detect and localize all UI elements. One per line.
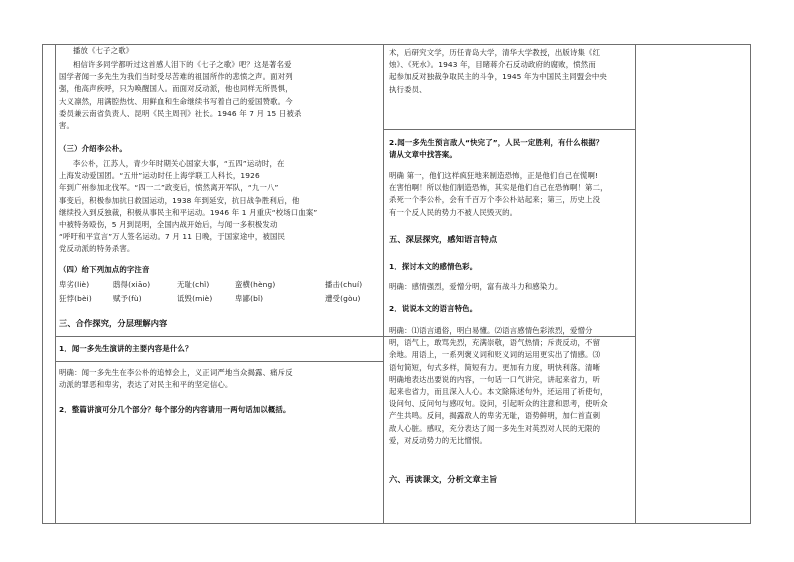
answer-language: 明确：⑴语言通俗，明白易懂。⑵语言感情色彩浓烈，爱憎分 明，语气上，敢骂先烈，充满崇敬，语气热情；斥责反动，不留 余地。用语上，一系列褒义词和贬义词的运用更实出了情感。⑶ 语句简短，句式多样，简短有力。更加有力度，明快利落。清晰 明确地表达出要说的内容，一句话一口气讲完，讲起来省力，听 起来也省力，而且深入人心。本文除陈述句外，还运用了祈使句， 设问句、反问句与感叹句。设问，引起听众的注意和思考，使听众 产生共鸣。反问，揭露敌人的卑劣无耻，语势鲜明，加仁首直刺 敌人心脏。感叹，充分表达了闻一多先生对英烈对人民的无限的 爱，对反动势力的无比憎恨。 bbox=[389, 326, 608, 445]
question-language: 2．说说本文的语言特色。 bbox=[389, 304, 478, 313]
answer-prediction: 明确 第一，他们这样疯狂地来制造恐怖，正是他们自己在慌啊! 在害怕啊！所以他们制造恐怖，其实是他们自己在恐怖啊！第二， 杀死一个李公朴，会有千百万个李公朴站起来；第三，历史上没 有一个反人民的势力不被人民毁灭的。 bbox=[389, 171, 608, 217]
heading-section-6: 六、再读课文，分析文章主旨 bbox=[389, 474, 498, 484]
answer-1: 明确：闻一多先生在李公朴的追悼会上，义正词严地当众揭露、痛斥反 动派的罪恶和卑劣，表达了对民主和平的坚定信心。 bbox=[59, 368, 293, 390]
row-divider bbox=[383, 129, 635, 130]
intro-paragraph: 相信许多同学都听过这首感人泪下的《七子之歌》吧？这是著名爱 国学者闻一多先生为我们当时受尽苦难的祖国所作的悲愤之声。面对列 强，他高声疾呼，只为唤醒国人。而面对反动派，他也同样无所畏惧， 大义凛然，用满腔热忱、用鲜血和生命继续书写着自己的爱国赞歌。今 委员兼云南省负责人、昆明《民主周刊》社长。1946 年 7 月 15 日被杀 害。 bbox=[59, 60, 302, 131]
li-gongpu-paragraph: 李公朴，江苏人，青少年时期关心国家大事，“五四”运动时，在 上海发动爱国团。“五卅”运动时任上海学联工人科长，1926 年到广州参加北伐军。“四一二”政变后，愤然离开军队，“九一八” 事变后，积极参加抗日救国运动，1938 年到延安，抗日战争胜利后，他 继续投入到反独裁，积极从事民主和平运动。1946 年 1 月重庆“校场口血案” 中被特务殴伤，5 月到昆明，全国内战开始后，与闻一多积极发动 “呼吁和平宣言”万人签名运动。7 月 11 日晚，于国家途中，被国民 党反动派的特务杀害。 bbox=[59, 159, 318, 254]
section-heading-pinyin: （四）给下列加点的字注音 bbox=[59, 265, 150, 274]
column-divider bbox=[635, 45, 636, 523]
column-divider bbox=[55, 45, 56, 523]
column-divider bbox=[383, 45, 384, 523]
row-divider bbox=[55, 361, 383, 362]
heading-section-3: 三、合作探究，分层理解内容 bbox=[59, 318, 168, 328]
play-song-line: 播放《七子之歌》 bbox=[73, 46, 134, 55]
question-prediction: 2.闻一多先生预言敌人“快完了”，人民一定胜利，有什么根据？ 请从文章中找答案。 bbox=[389, 138, 604, 160]
answer-emotion: 明确：感情强烈，爱憎分明，富有战斗力和感染力。 bbox=[389, 282, 563, 291]
lesson-plan-table: 播放《七子之歌》 相信许多同学都听过这首感人泪下的《七子之歌》吧？这是著名爱 国学者闻一多先生为我们当时受尽苦难的祖国所作的悲愤之声。面对列 强，他高声疾呼，只为唤醒国人。而面对反动派，他也同样无所畏惧， 大义凛然，用满腔热忱、用鲜血和生命继续书写着自己的爱国赞歌。今 委员兼云南省负责人、昆明《民主周刊》社长。1946 年 7 月 15 日被杀 害。 （三）介绍李公朴。 李公朴，江苏人，青少年时期关心国家大事，“五四”运动时，在 上海发动爱国团。“五卅”运动时任上海学联工人科长，1926 年到广州参加北伐军。“四一二”政变后，愤然离开军队，“九一八” 事变后，积极参加抗日救国运动，1938 年到延安，抗日战争胜利后，他 继续投入到反独裁，积极从事民主和平运动。1946 年 1 月重庆“校场口血案” 中被特务殴伤，5 月到昆明，全国内战开始后，与闻一多积极发动 “呼吁和平宣言”万人签名运动。7 月 11 日晚，于国家途中，被国民 党反动派的特务杀害。 （四）给下列加点的字注音 卑劣(liè) 鸱得(xiāo) 无耻(chǐ) 蛮横(hèng) 播击(chuí) 狂悖(bèi) 赋予(fù) 诋毁(miè) 卑鄙(bǐ) 遭受(gòu) 三、合作探究，分层理解内容 1．闻一多先生演讲的主要内容是什么？ 明确：闻一多先生在李公朴的追悼会上，义正词严地当众揭露、痛斥反 动派的罪恶和卑劣，表达了对民主和平的坚定信心。 2．整篇讲演可分几个部分？每个部分的内容请用一两句话加以概括。 术，后研究文学，历任青岛大学，清华大学教授，出版诗集《红 烛》、《死水》。1943 年，目睹蒋介石反动政府的腐败，愤然而 起参加反对独裁争取民主的斗争，1945 年为中国民主同盟会中央 执行委员、 2.闻一多先生预言敌人“快完了”，人民一定胜利，有什么根据？ 请从文章中找答案。 明确 第一，他们这样疯狂地来制造恐怖，正是他们自己在慌啊! 在害怕啊！所以他们制造恐怖，其实是他们自己在恐怖啊！第二， 杀死一个李公朴，会有千百万个李公朴站起来；第三，历史上没 有一个反人民的势力不被人民毁灭的。 五、深层探究，感知语言特点 1．探讨本文的感情色彩。 明确：感情强烈，爱憎分明，富有战斗力和感染力。 2．说说本文的语言特色。 明确：⑴语言通俗，明白易懂。⑵语言感情色彩浓烈，爱憎分 明，语气上，敢骂先烈，充满崇敬，语气热情；斥责反动，不留 余地。用语上，一系列褒义词和贬义词的运用更实出了情感。⑶ 语句简短，句式多样，简短有力。更加有力度，明快利落。清晰 明确地表达出要说的内容，一句话一口气讲完，讲起来省力，听 起来也省力，而且深入人心。本文除陈述句外，还运用了祈使句， 设问句、反问句与感叹句。设问，引起听众的注意和思考，使听众 产生共鸣。反问，揭露敌人的卑劣无耻，语势鲜明，加仁首直刺 敌人心脏。感叹，充分表达了闻一多先生对英烈对人民的无限的 爱，对反动势力的无比憎恨。 六、再读课文，分析文章主旨 bbox=[42, 44, 751, 524]
question-2: 2．整篇讲演可分几个部分？每个部分的内容请用一两句话加以概括。 bbox=[59, 405, 291, 414]
question-1: 1．闻一多先生演讲的主要内容是什么？ bbox=[59, 344, 193, 353]
section-heading-li-gongpu: （三）介绍李公朴。 bbox=[59, 144, 127, 153]
heading-section-5: 五、深层探究，感知语言特点 bbox=[389, 234, 498, 244]
wen-yiduo-bio-paragraph: 术，后研究文学，历任青岛大学，清华大学教授，出版诗集《红 烛》、《死水》。1943 年，目睹蒋介石反动政府的腐败，愤然而 起参加反对独裁争取民主的斗争，1945 年为中国民主同盟会中央 执行委员、 bbox=[389, 48, 607, 94]
question-emotion: 1．探讨本文的感情色彩。 bbox=[389, 262, 478, 271]
